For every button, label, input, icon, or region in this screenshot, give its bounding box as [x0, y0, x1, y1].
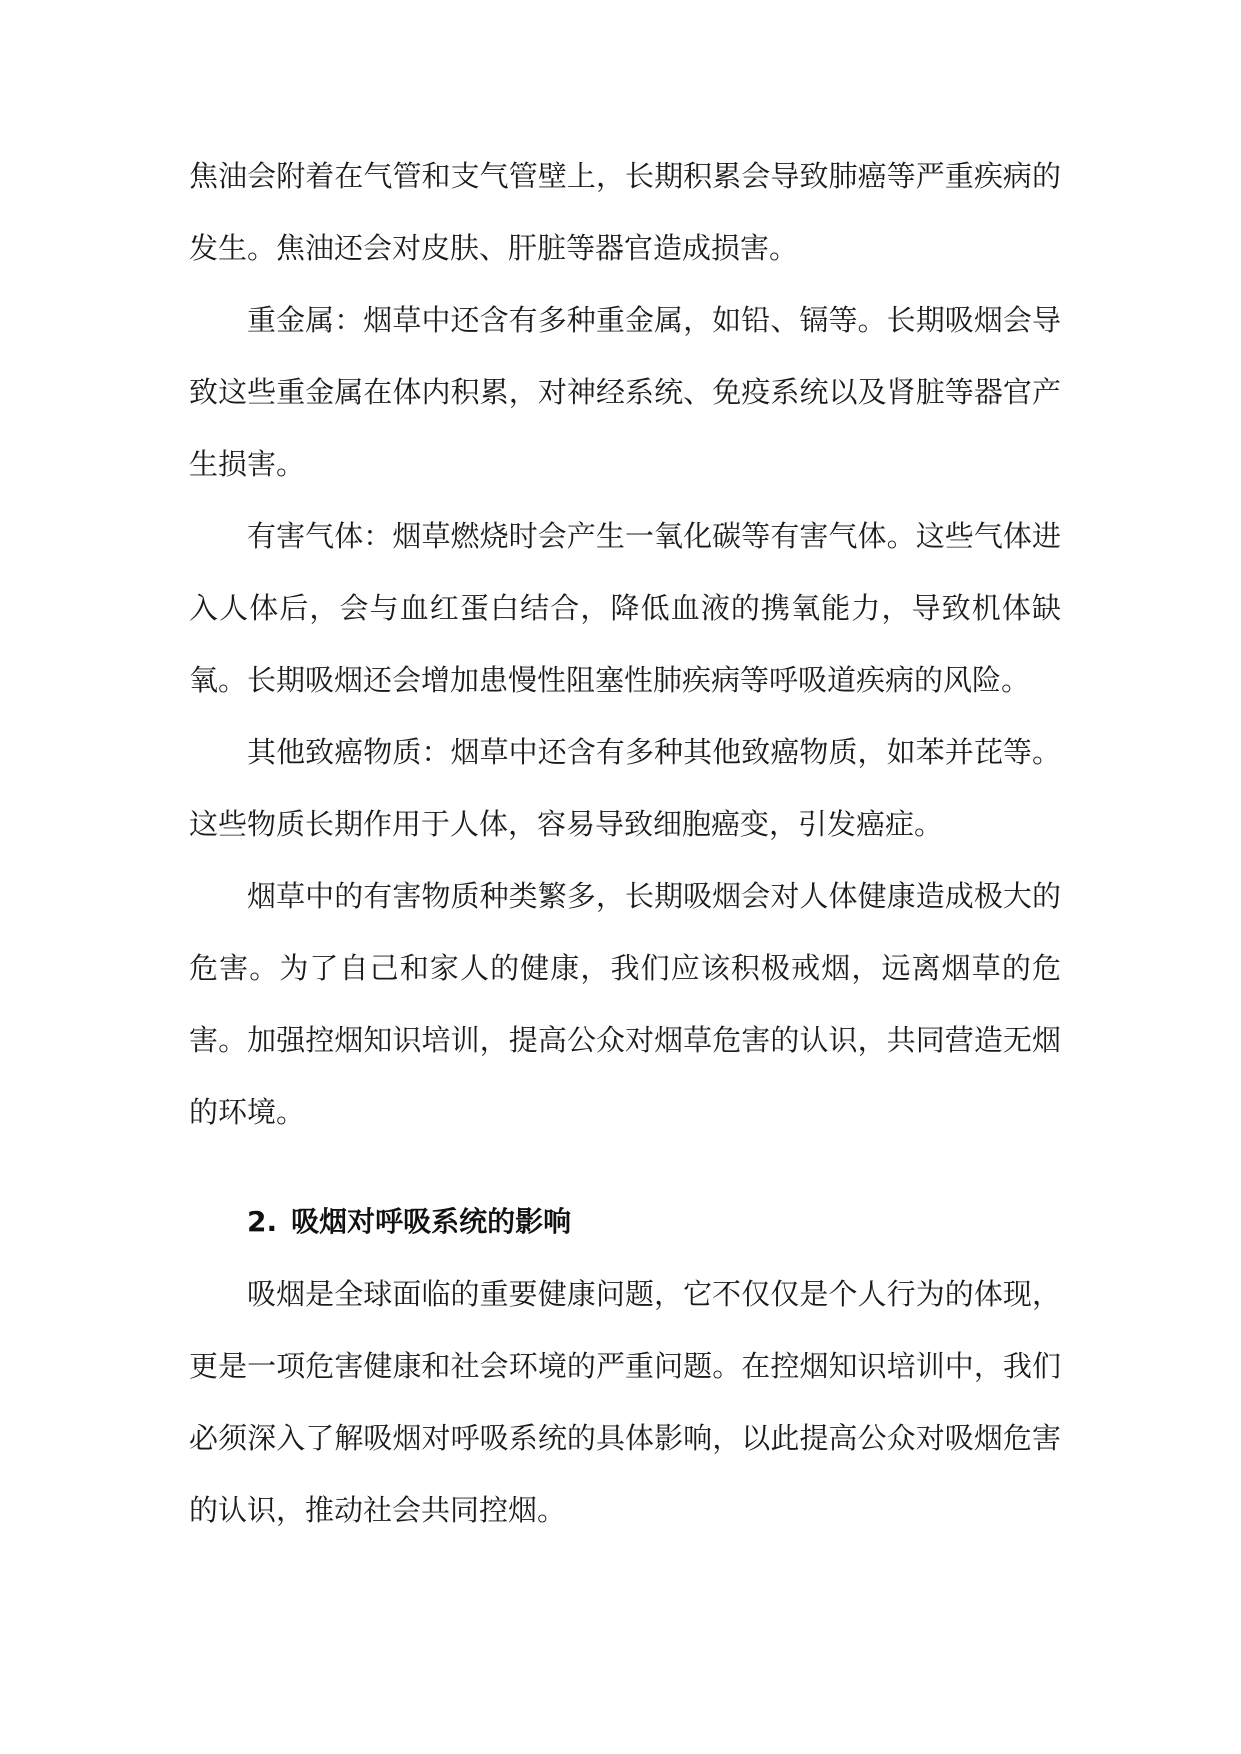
paragraph-section-intro: 吸烟是全球面临的重要健康问题，它不仅仅是个人行为的体现，更是一项危害健康和社会环境的严重问题。在控烟知识培训中，我们必须深入了解吸烟对呼吸系统的具体影响，以此提高公众对吸烟危害的认识，推动社会共同控烟。 — [189, 1277, 1061, 1527]
paragraph-other-carcinogens: 其他致癌物质：烟草中还含有多种其他致癌物质，如苯并芘等。这些物质长期作用于人体，容易导致细胞癌变，引发癌症。 — [189, 735, 1061, 841]
paragraph-tar-continued: 焦油会附着在气管和支气管壁上，长期积累会导致肺癌等严重疾病的发生。焦油还会对皮肤、肝脏等器官造成损害。 — [189, 159, 1061, 265]
section-title: 吸烟对呼吸系统的影响 — [291, 1205, 572, 1238]
document-body — [189, 140, 1061, 1546]
paragraph-heavy-metals: 重金属：烟草中还含有多种重金属，如铅、镉等。长期吸烟会导致这些重金属在体内积累，对神经系统、免疫系统以及肾脏等器官产生损害。 — [189, 303, 1061, 481]
paragraph-harmful-gases: 有害气体：烟草燃烧时会产生一氧化碳等有害气体。这些气体进入人体后，会与血红蛋白结合，降低血液的携氧能力，导致机体缺氧。长期吸烟还会增加患慢性阻塞性肺疾病等呼吸道疾病的风险。 — [189, 519, 1061, 697]
paragraph-summary: 烟草中的有害物质种类繁多，长期吸烟会对人体健康造成极大的危害。为了自己和家人的健康，我们应该积极戒烟，远离烟草的危害。加强控烟知识培训，提高公众对烟草危害的认识，共同营造无烟的环境。 — [189, 879, 1061, 1129]
section-number: 2. — [247, 1205, 278, 1238]
section-heading — [189, 1186, 1061, 1258]
